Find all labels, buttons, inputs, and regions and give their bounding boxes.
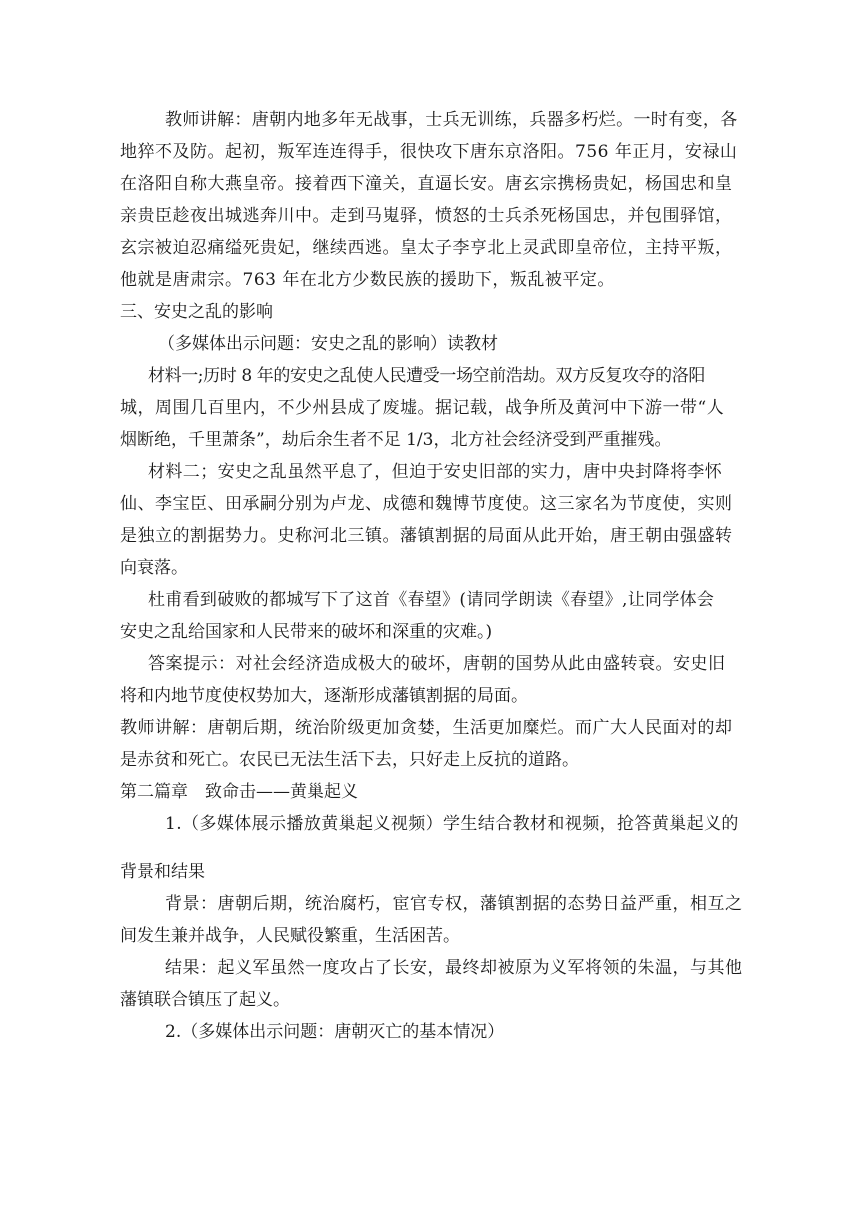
text-line: 答案提示：对社会经济造成极大的破坏，唐朝的国势从此由盛转衰。安史旧: [148, 654, 726, 674]
text-line: 教师讲解：唐朝后期，统治阶级更加贪婪，生活更加糜烂。而广大人民面对的却: [120, 718, 733, 738]
chapter-heading: 第二篇章 致命击——黄巢起义: [120, 782, 358, 802]
text-line: 结果：起义军虽然一度攻占了长安，最终却被原为义军将领的朱温，与其他: [165, 958, 743, 978]
text-line: 在洛阳自称大燕皇帝。接着西下潼关，直逼长安。唐玄宗携杨贵妃，杨国忠和皇: [120, 174, 733, 194]
text-line: 背景和结果: [120, 862, 205, 882]
text-line: 教师讲解：唐朝内地多年无战事，士兵无训练，兵器多朽烂。一时有变，各: [165, 110, 738, 130]
text-line: （多媒体出示问题：安史之乱的影响）读教材: [158, 334, 498, 354]
text-line: 亲贵臣趁夜出城逃奔川中。走到马嵬驿，愤怒的士兵杀死杨国忠，并包围驿馆，: [120, 206, 733, 226]
text-line: 他就是唐肃宗。763 年在北方少数民族的援助下，叛乱被平定。: [120, 270, 615, 290]
section-heading: 三、安史之乱的影响: [120, 302, 273, 322]
text-line: 地猝不及防。起初，叛军连连得手，很快攻下唐东京洛阳。756 年正月，安禄山: [120, 142, 738, 162]
text-line: 背景：唐朝后期，统治腐朽，宦官专权，藩镇割据的态势日益严重，相互之: [165, 894, 743, 914]
text-line: 向衰落。: [120, 558, 188, 578]
text-line: 材料二；安史之乱虽然平息了，但迫于安史旧部的实力，唐中央封降将李怀: [148, 462, 723, 482]
text-line: 2.（多媒体出示问题：唐朝灭亡的基本情况）: [165, 1022, 505, 1042]
text-line: 藩镇联合镇压了起义。: [120, 990, 290, 1010]
text-line: 仙、李宝臣、田承嗣分别为卢龙、成德和魏博节度使。这三家名为节度使，实则: [120, 494, 733, 514]
text-line: 1.（多媒体展示播放黄巢起义视频）学生结合教材和视频，抢答黄巢起义的: [165, 814, 739, 834]
text-line: 是独立的割据势力。史称河北三镇。藩镇割据的局面从此开始，唐王朝由强盛转: [120, 526, 733, 546]
text-line: 间发生兼并战争，人民赋役繁重，生活困苦。: [120, 926, 460, 946]
text-line: 杜甫看到破败的都城写下了这首《春望》(请同学朗读《春望》,让同学体会: [148, 590, 715, 610]
text-line: 城，周围几百里内，不少州县成了废墟。据记载，战争所及黄河中下游一带“人: [120, 398, 725, 418]
text-line: 安史之乱给国家和人民带来的破坏和深重的灾难。): [120, 622, 493, 642]
text-line: 是赤贫和死亡。农民已无法生活下去，只好走上反抗的道路。: [120, 750, 579, 770]
text-line: 材料一;历时 8 年的安史之乱使人民遭受一场空前浩劫。双方反复攻夺的洛阳: [148, 366, 705, 386]
text-line: 将和内地节度使权势加大，逐渐形成藩镇割据的局面。: [120, 686, 528, 706]
text-line: 烟断绝，千里萧条”，劫后余生者不足 1/3，北方社会经济受到严重摧残。: [120, 430, 672, 450]
text-line: 玄宗被迫忍痛缢死贵妃，继续西逃。皇太子李亨北上灵武即皇帝位，主持平叛，: [120, 238, 733, 258]
